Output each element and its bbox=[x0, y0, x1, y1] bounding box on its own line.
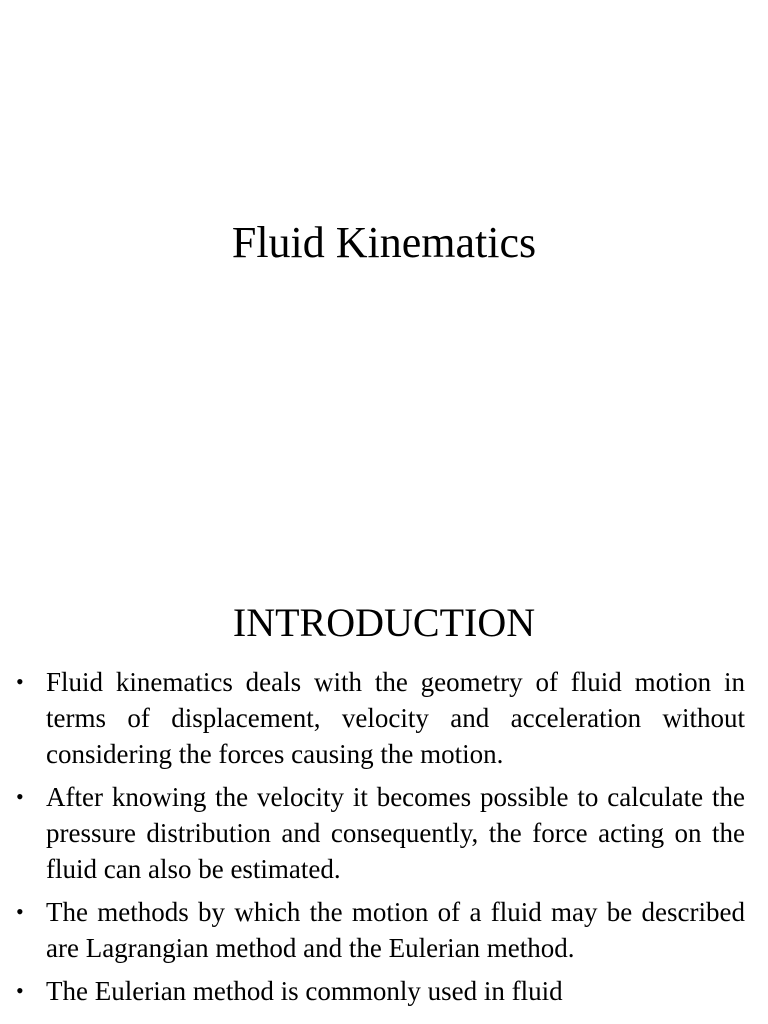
bullet-text: Fluid kinematics deals with the geometry of fluid motion in terms of displacement, velocity and acceleration without considering the forces causing the motion. bbox=[46, 667, 745, 769]
bullet-item bbox=[0, 779, 768, 887]
bullet-icon: • bbox=[16, 899, 24, 924]
bullet-text: After knowing the velocity it becomes possible to calculate the pressure distribution and consequently, the force acting on the fluid can also be estimated. bbox=[46, 782, 745, 884]
bullet-item bbox=[0, 894, 768, 966]
bullet-item bbox=[0, 664, 768, 772]
bullet-icon: • bbox=[16, 669, 24, 694]
bullet-item bbox=[0, 973, 768, 1009]
slide-introduction bbox=[0, 576, 768, 1024]
bullet-text: The Eulerian method is commonly used in fluid bbox=[46, 976, 563, 1006]
bullet-text: The methods by which the motion of a fluid may be described are Lagrangian method and the Eulerian method. bbox=[46, 897, 745, 963]
bullet-list bbox=[0, 664, 768, 1016]
section-heading: INTRODUCTION bbox=[232, 600, 536, 645]
bullet-icon: • bbox=[16, 784, 24, 809]
bullet-icon: • bbox=[16, 978, 24, 1003]
slide-title: Fluid Kinematics bbox=[231, 218, 537, 267]
